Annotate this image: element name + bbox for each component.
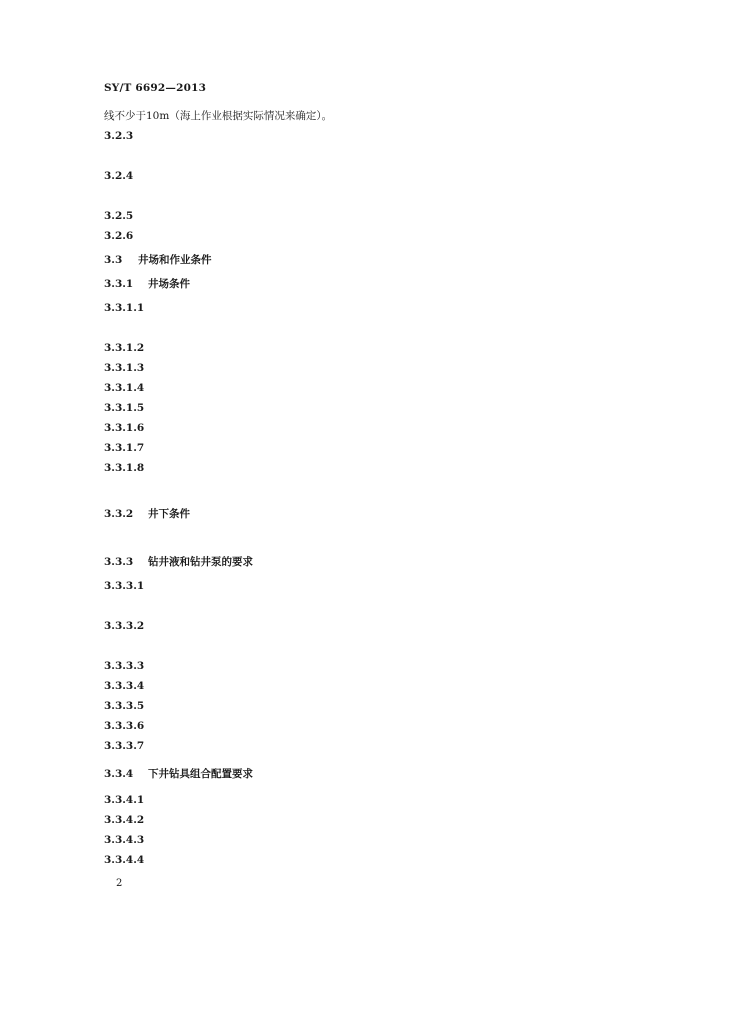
clause-number: 3.3.3.1: [104, 580, 145, 592]
text-line: [104, 418, 622, 438]
clause-number: 3.3: [104, 254, 123, 266]
section-heading: [104, 552, 622, 572]
text-line: [104, 616, 622, 636]
text-line: [104, 458, 622, 478]
text-line: [104, 206, 622, 226]
text-line: [104, 106, 622, 126]
clause-number: 3.3.1: [104, 278, 134, 290]
clause-number: 3.3.3.3: [104, 660, 145, 672]
text-line: [104, 656, 622, 676]
clause-number: 3.2.5: [104, 210, 134, 222]
text-line: [104, 850, 622, 870]
text-line: [104, 166, 622, 186]
clause-number: 3.3.2: [104, 508, 134, 520]
text-line: [104, 358, 622, 378]
clause-text: 线不少于10m（海上作业根据实际情况来确定）。: [104, 110, 333, 122]
section-heading: [104, 250, 622, 270]
text-line: [104, 676, 622, 696]
text-line: [104, 716, 622, 736]
heading-text: 井下条件: [148, 508, 190, 520]
text-line: [104, 298, 622, 318]
clause-number: 3.2.3: [104, 130, 134, 142]
clause-number: 3.3.1.2: [104, 342, 145, 354]
text-line: [104, 696, 622, 716]
clause-number: 3.3.4.4: [104, 854, 145, 866]
clause-number: 3.3.3.5: [104, 700, 145, 712]
text-line: [104, 576, 622, 596]
clause-number: 3.3.1.3: [104, 362, 145, 374]
clause-number: 3.3.1.6: [104, 422, 145, 434]
section-heading: [104, 764, 622, 784]
clause-number: 3.3.1.8: [104, 462, 145, 474]
text-line: [104, 226, 622, 246]
heading-text: 下井钻具组合配置要求: [148, 768, 253, 780]
standard-code: SY/T 6692—2013: [104, 82, 207, 94]
section-heading: [104, 274, 622, 294]
text-line: [104, 830, 622, 850]
text-line: [104, 736, 622, 756]
text-line: [104, 126, 622, 146]
clause-number: 3.3.1.4: [104, 382, 145, 394]
page-number: 2: [116, 878, 123, 889]
clause-number: 3.3.4: [104, 768, 134, 780]
text-line: [104, 398, 622, 418]
text-line: [104, 438, 622, 458]
text-line: [104, 378, 622, 398]
clause-number: 3.3.1.1: [104, 302, 145, 314]
section-heading: [104, 504, 622, 524]
clause-number: 3.3.3.7: [104, 740, 145, 752]
text-line: [104, 338, 622, 358]
clause-number: 3.3.3.2: [104, 620, 145, 632]
clause-number: 3.3.4.2: [104, 814, 145, 826]
heading-text: 井场条件: [148, 278, 190, 290]
text-line: [104, 790, 622, 810]
clause-number: 3.3.1.7: [104, 442, 145, 454]
heading-text: 钻井液和钻井泵的要求: [148, 556, 253, 568]
heading-text: 井场和作业条件: [138, 254, 212, 266]
clause-number: 3.2.6: [104, 230, 134, 242]
clause-number: 3.2.4: [104, 170, 134, 182]
clause-number: 3.3.3: [104, 556, 134, 568]
text-line: [104, 810, 622, 830]
clause-number: 3.3.1.5: [104, 402, 145, 414]
clause-number: 3.3.4.1: [104, 794, 145, 806]
clause-number: 3.3.3.4: [104, 680, 145, 692]
clause-number: 3.3.4.3: [104, 834, 145, 846]
clause-number: 3.3.3.6: [104, 720, 145, 732]
